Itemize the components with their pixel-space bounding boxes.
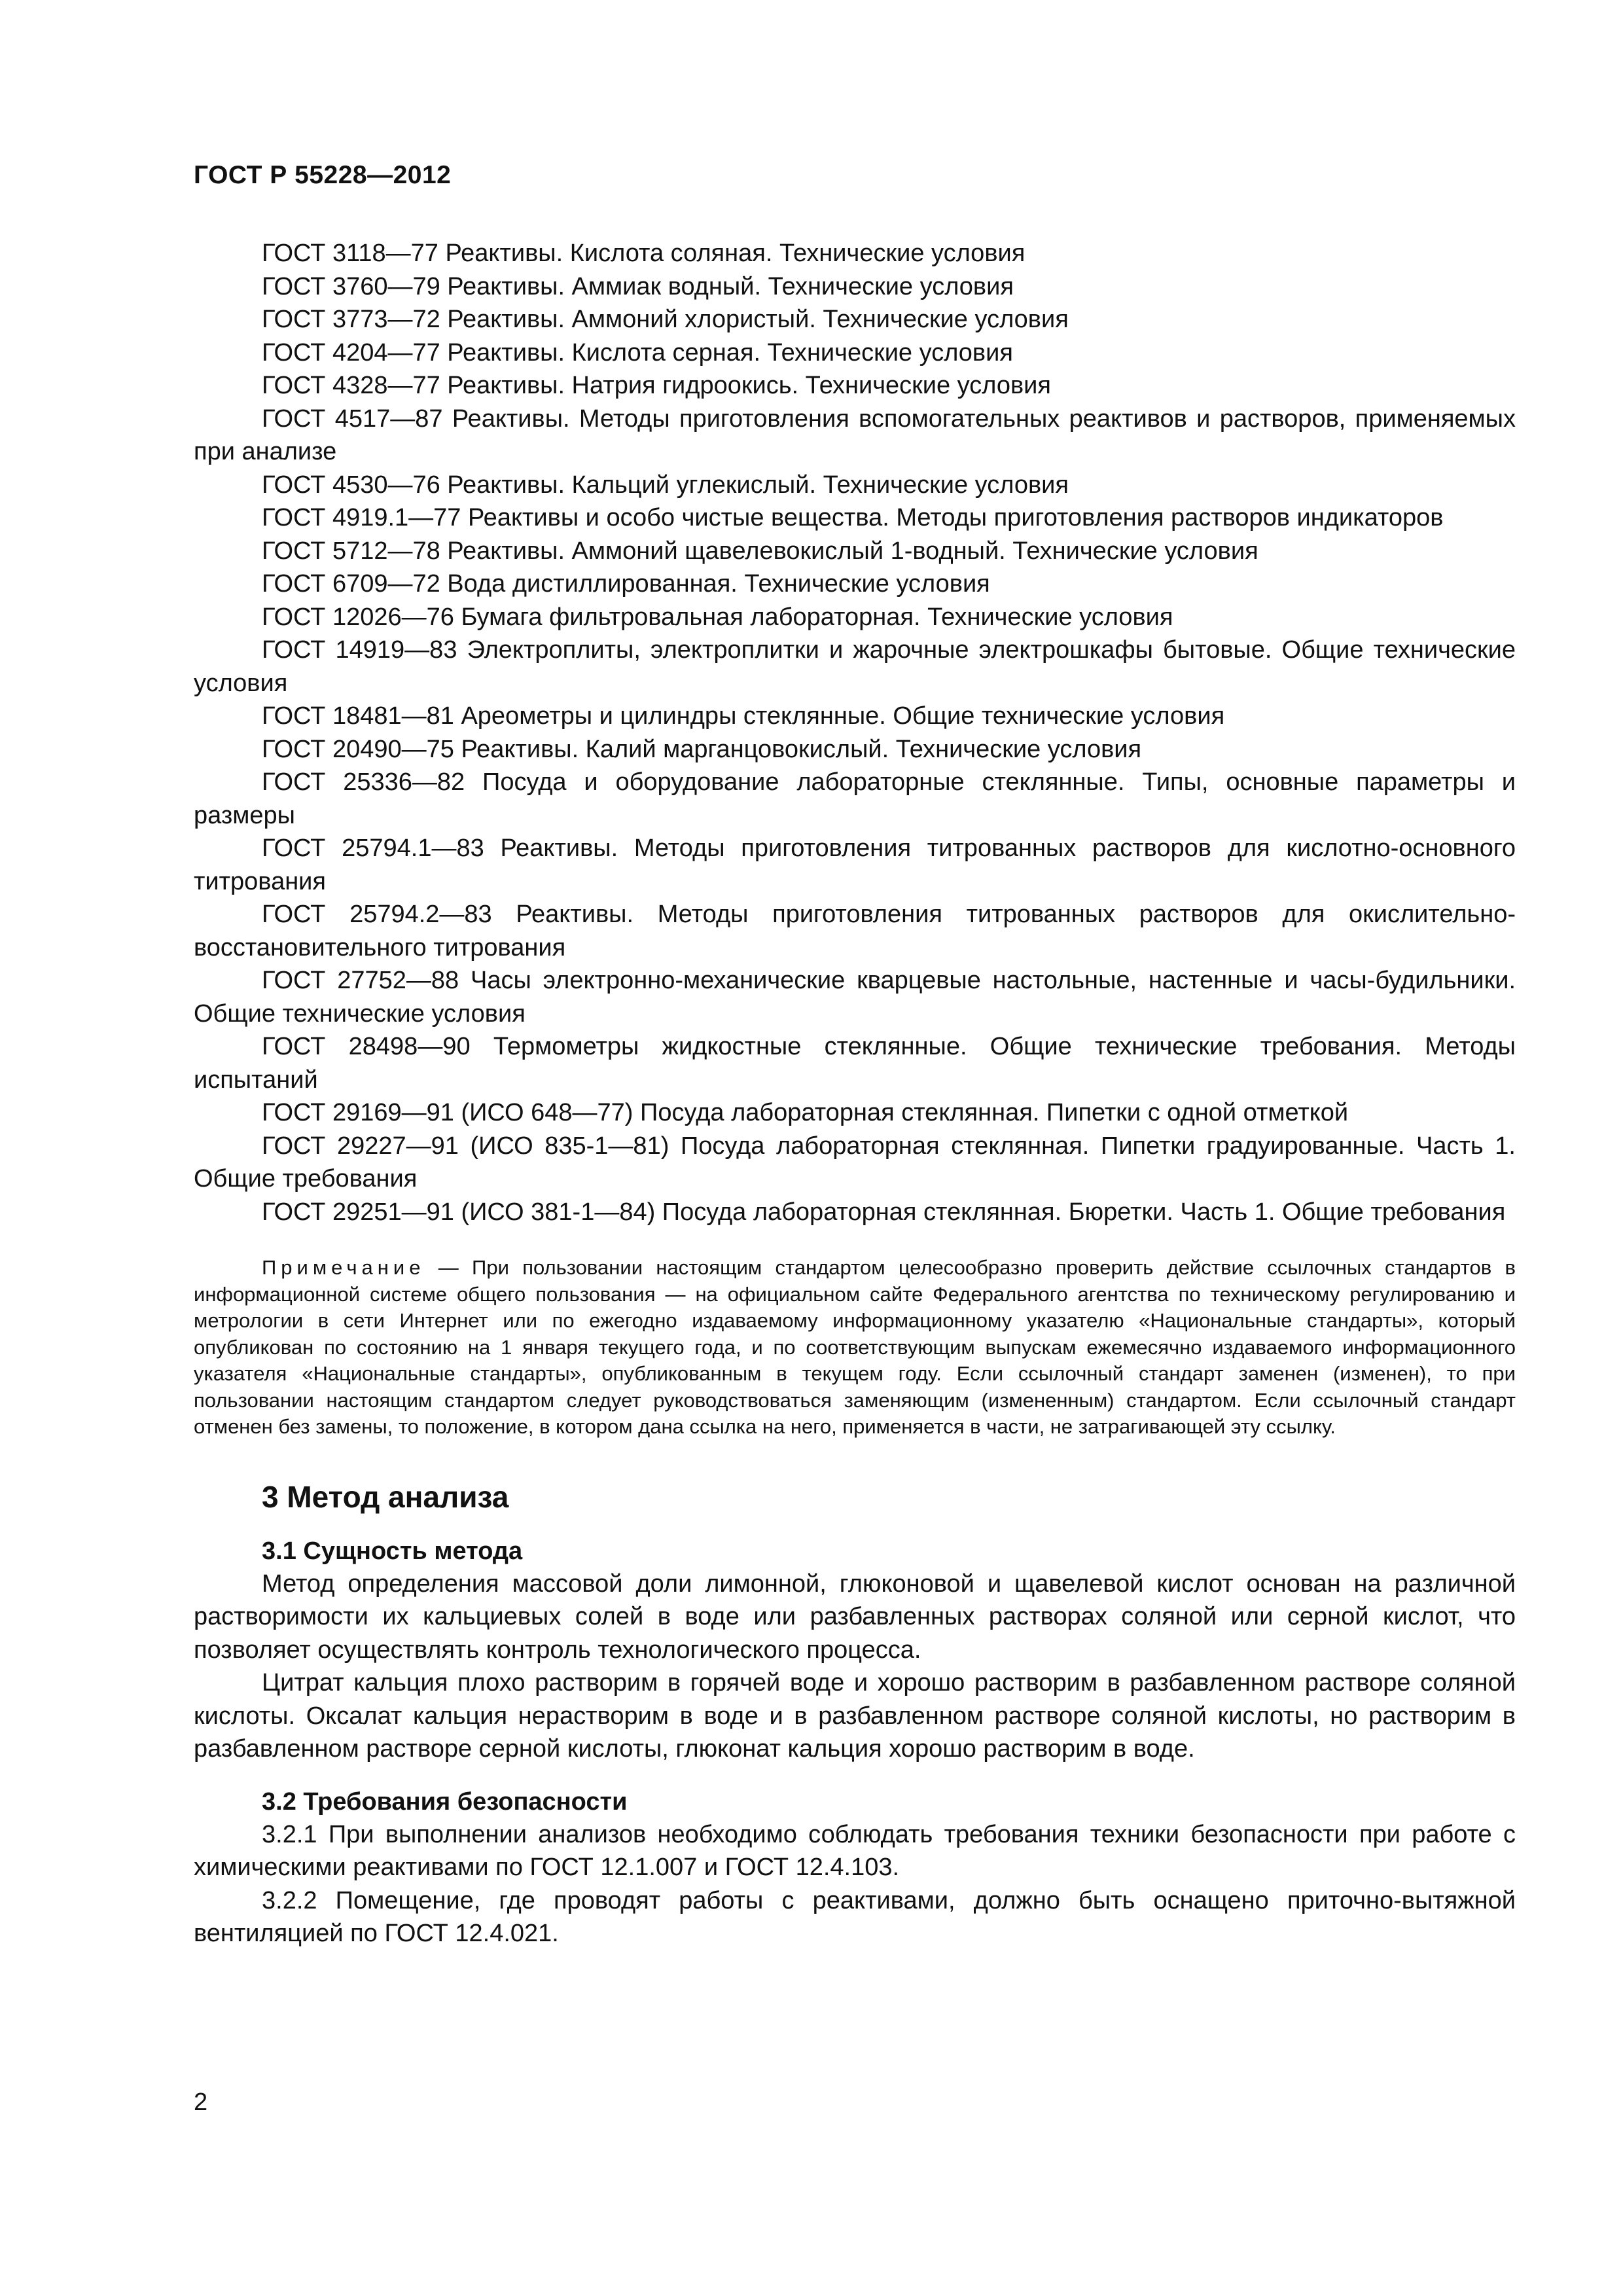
reference-item: ГОСТ 3118—77 Реактивы. Кислота соляная. Технические условия — [262, 240, 1026, 267]
reference-item: ГОСТ 29169—91 (ИСО 648—77) Посуда лабораторная стеклянная. Пипетки с одной отметкой — [262, 1099, 1349, 1126]
body-paragraph: Цитрат кальция плохо растворим в горячей воде и хорошо растворим в разбавленном растворе соляной кислоты. Оксалат кальция нерастворим в воде и в разбавленном растворе соляной кислоты, но растворим в разбавленном растворе серной кислоты, глюконат кальция хорошо растворим в воде. — [194, 1669, 1516, 1763]
normative-references-list — [194, 237, 1516, 1229]
reference-item: ГОСТ 20490—75 Реактивы. Калий марганцовокислый. Технические условия — [262, 735, 1142, 763]
reference-item: ГОСТ 14919—83 Электроплиты, электроплитки и жарочные электрошкафы бытовые. Общие технические условия — [194, 636, 1516, 697]
subsection-body-essence — [194, 1568, 1516, 1766]
reference-item: ГОСТ 27752—88 Часы электронно-механические кварцевые настольные, настенные и часы-будильники. Общие технические условия — [194, 967, 1516, 1028]
reference-item: ГОСТ 29251—91 (ИСО 381-1—84) Посуда лабораторная стеклянная. Бюретки. Часть 1. Общие требования — [262, 1198, 1506, 1226]
page-content — [194, 237, 1516, 1950]
note-text: — При пользовании настоящим стандартом целесообразно проверить действие ссылочных стандартов в информационной системе общего пользования — на официальном сайте Федерального агентства по техническому регулированию и метрологии в сети Интернет или по ежегодно издаваемому информационному указателю «Национальные стандарты», который опубликован по состоянию на 1 января текущего года, и по соответствующим выпускам ежемесячно издаваемого информационного указателя «Национальные стандарты», опубликованным в текущем году. Если ссылочный стандарт заменен (изменен), то при пользовании настоящим стандартом следует руководствоваться заменяющим (измененным) стандартом. Если ссылочный стандарт отменен без замены, то положение, в котором дана ссылка на него, применяется в части, не затрагивающей эту ссылку. — [194, 1256, 1516, 1438]
reference-item: ГОСТ 4204—77 Реактивы. Кислота серная. Технические условия — [262, 338, 1013, 367]
reference-item: ГОСТ 25794.1—83 Реактивы. Методы приготовления титрованных растворов для кислотно-основного титрования — [194, 834, 1516, 895]
reference-item: ГОСТ 28498—90 Термометры жидкостные стеклянные. Общие технические требования. Методы испытаний — [194, 1033, 1516, 1094]
reference-item: ГОСТ 18481—81 Ареометры и цилиндры стеклянные. Общие технические условия — [262, 702, 1225, 730]
subsection-title-essence: 3.1 Сущность метода — [262, 1537, 523, 1565]
body-paragraph: 3.2.1 При выполнении анализов необходимо соблюдать требования техники безопасности при работе с химическими реактивами по ГОСТ 12.1.007 и ГОСТ 12.4.103. — [194, 1820, 1516, 1881]
reference-item: ГОСТ 12026—76 Бумага фильтровальная лабораторная. Технические условия — [262, 603, 1173, 631]
note-paragraph — [194, 1255, 1516, 1441]
section-title: 3 Метод анализа — [262, 1479, 509, 1514]
reference-item: ГОСТ 6709—72 Вода дистиллированная. Технические условия — [262, 570, 990, 598]
reference-item: ГОСТ 29227—91 (ИСО 835-1—81) Посуда лабораторная стеклянная. Пипетки градуированные. Часть 1. Общие требования — [194, 1132, 1516, 1193]
reference-item: ГОСТ 25794.2—83 Реактивы. Методы приготовления титрованных растворов для окислительно-восстановительного титрования — [194, 901, 1516, 961]
standard-header: ГОСТ Р 55228—2012 — [194, 161, 452, 189]
reference-item: ГОСТ 25336—82 Посуда и оборудование лабораторные стеклянные. Типы, основные параметры и размеры — [194, 768, 1516, 829]
reference-item: ГОСТ 4530—76 Реактивы. Кальций углекислый. Технические условия — [262, 471, 1069, 499]
reference-item: ГОСТ 3773—72 Реактивы. Аммоний хлористый. Технические условия — [262, 306, 1069, 333]
reference-item: ГОСТ 4919.1—77 Реактивы и особо чистые вещества. Методы приготовления растворов индикаторов — [262, 504, 1444, 531]
body-paragraph: 3.2.2 Помещение, где проводят работы с реактивами, должно быть оснащено приточно-вытяжной вентиляцией по ГОСТ 12.4.021. — [194, 1886, 1516, 1947]
reference-item: ГОСТ 4328—77 Реактивы. Натрия гидроокись. Технические условия — [262, 372, 1051, 399]
subsection-title-safety: 3.2 Требования безопасности — [262, 1787, 628, 1816]
reference-item: ГОСТ 4517—87 Реактивы. Методы приготовления вспомогательных реактивов и растворов, применяемых при анализе — [194, 404, 1516, 465]
page-number: 2 — [194, 2089, 208, 2116]
body-paragraph: Метод определения массовой доли лимонной, глюконовой и щавелевой кислот основан на различной растворимости их кальциевых солей в воде или разбавленных растворах соляной или серной кислот, что позволяет осуществлять контроль технологического процесса. — [194, 1570, 1516, 1664]
reference-item: ГОСТ 3760—79 Реактивы. Аммиак водный. Технические условия — [262, 272, 1014, 300]
reference-item: ГОСТ 5712—78 Реактивы. Аммоний щавелевокислый 1-водный. Технические условия — [262, 537, 1258, 565]
note-label: Примечание — [262, 1256, 425, 1279]
subsection-body-safety — [194, 1818, 1516, 1950]
